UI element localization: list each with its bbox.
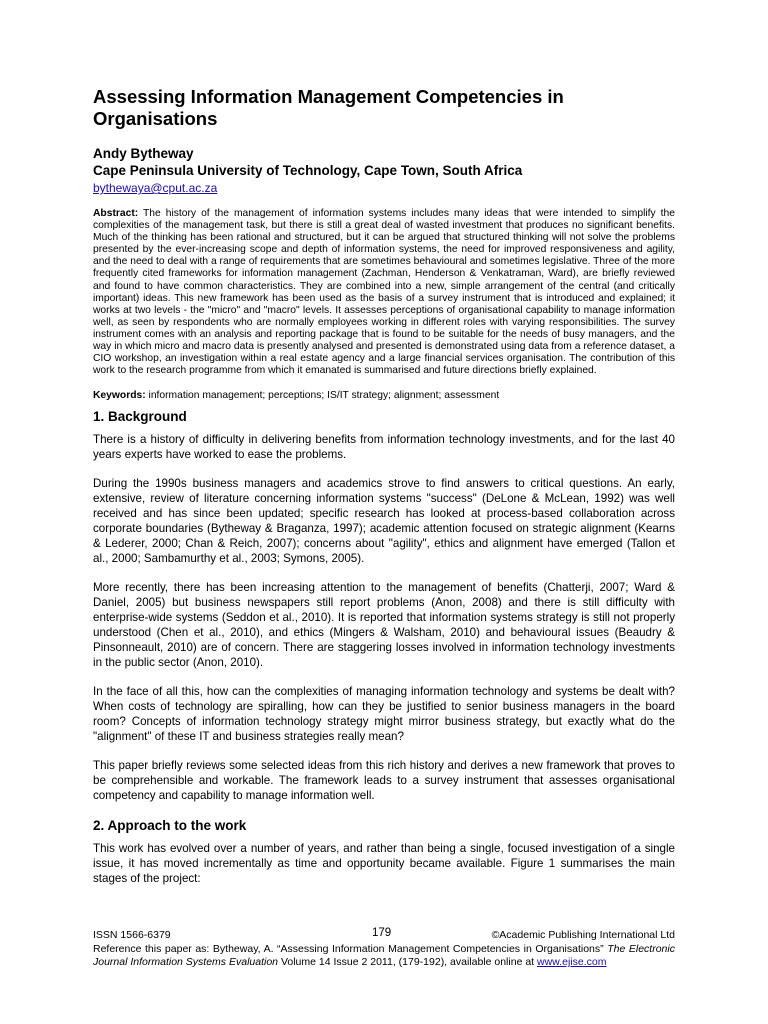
paragraph: This paper briefly reviews some selected ideas from this rich history and derives a new framework that proves to be comprehensible and workable. The framework leads to a survey instrument that assesses organisational competency and capability to manage information well. <box>93 759 675 803</box>
author-name: Andy Bytheway <box>93 146 194 161</box>
keywords-label: Keywords: <box>93 390 146 402</box>
section-heading-approach: 2. Approach to the work <box>93 818 247 834</box>
abstract <box>93 208 675 377</box>
paragraph: This work has evolved over a number of years, and rather than being a single, focused investigation of a single issue, it has moved incrementally as time and opportunity became available. Figure 1 summarises the main stages of the project: <box>93 842 675 886</box>
footer-reference <box>93 943 675 969</box>
footer-issn: ISSN 1566-6379 <box>93 929 171 941</box>
page-footer <box>93 929 675 969</box>
paragraph: There is a history of difficulty in delivering benefits from information technology investments, and for the last 40 years experts have worked to ease the problems. <box>93 433 675 462</box>
keywords <box>93 389 675 402</box>
reference-details: Volume 14 Issue 2 2011, (179-192), available online at <box>280 956 535 969</box>
author-email-link[interactable]: bythewaya@cput.ac.za <box>93 181 218 195</box>
abstract-label: Abstract: <box>93 208 139 219</box>
paragraph: In the face of all this, how can the complexities of managing information technology and systems be dealt with? When costs of technology are spiralling, how can they be justified to senior business managers in the board room? Concepts of information technology strategy might mirror business strategy, but exactly what do the "alignment" of these IT and business strategies really mean? <box>93 685 675 744</box>
paragraph: More recently, there has been increasing attention to the management of benefits (Chatterji, 2007; Ward & Daniel, 2005) but business newspapers still report problems (Anon, 2008) and there is still difficulty with enterprise-wide systems (Seddon et al., 2010). It is reported that information systems strategy is still not properly understood (Chen et al., 2010), and ethics (Mingers & Walsham, 2010) and behavioural issues (Beaudry & Pinsonneault, 2010) are of concern. There are staggering losses involved in information technology investments in the public sector (Anon, 2010). <box>93 581 675 670</box>
abstract-text: The history of the management of information systems includes many ideas that were intended to simplify the complexities of the management task, but there is still a great deal of wasted investment that produces no significant benefits. Much of the thinking has been rational and structured, but it can be argued that structured thinking will not solve the problems presented by the ever-increasing scope and depth of information systems, the need for improved responsiveness and agility, and the need to deal with a range of requirements that are sometimes behavioural and sometimes legislative. Three of the more frequently cited frameworks for information management (Zachman, Henderson & Venkatraman, Ward), are briefly reviewed and found to have common characteristics. They are combined into a new, simple arrangement of the central (and critically important) ideas. This new framework has been used as the basis of a survey instrument that is introduced and explained; it works at two levels - the "micro" and "macro" levels. It assesses perceptions of organisational capability to manage information well, as seen by respondents who are normally employees working in different roles with varying responsibilities. The survey instrument comes with an analysis and reporting package that is found to be suitable for the needs of busy managers, and the way in which micro and macro data is presently analysed and presented is demonstrated using data from a reference dataset, a CIO workshop, an investigation within a real estate agency and a large financial services organisation. The contribution of this work to the research programme from which it emanated is summarised and future directions briefly explained. <box>93 208 675 377</box>
section-heading-background: 1. Background <box>93 409 187 425</box>
footer-copyright: ©Academic Publishing International Ltd <box>491 929 675 941</box>
journal-url-link[interactable]: www.ejise.com <box>537 956 607 969</box>
paragraph: During the 1990s business managers and academics strove to find answers to critical questions. An early, extensive, review of literature concerning information systems "success" (DeLone & McLean, 1992) was well received and has since been updated; specific research has looked at process-based collaboration across corporate boundaries (Bytheway & Braganza, 1997); academic attention focused on strategic alignment (Kearns & Lederer, 2000; Chan & Reich, 2007); concerns about "agility", ethics and alignment have emerged (Tallon et al., 2000; Sambamurthy et al., 2003; Symons, 2005). <box>93 477 675 566</box>
footer-page-number: 179 <box>372 927 392 939</box>
paper-title: Assessing Information Management Competencies in Organisations <box>93 86 564 129</box>
footer-row <box>93 929 675 943</box>
paper-content <box>93 86 675 900</box>
keywords-text: information management; perceptions; IS/IT strategy; alignment; assessment <box>148 390 500 402</box>
reference-prefix: Reference this paper as: Bytheway, A. “Assessing Information Management Competencies in Organisations” <box>93 943 604 955</box>
reference-journal: The Electronic Journal Information Systems Evaluation <box>93 943 675 969</box>
author-affiliation: Cape Peninsula University of Technology, Cape Town, South Africa <box>93 163 523 178</box>
